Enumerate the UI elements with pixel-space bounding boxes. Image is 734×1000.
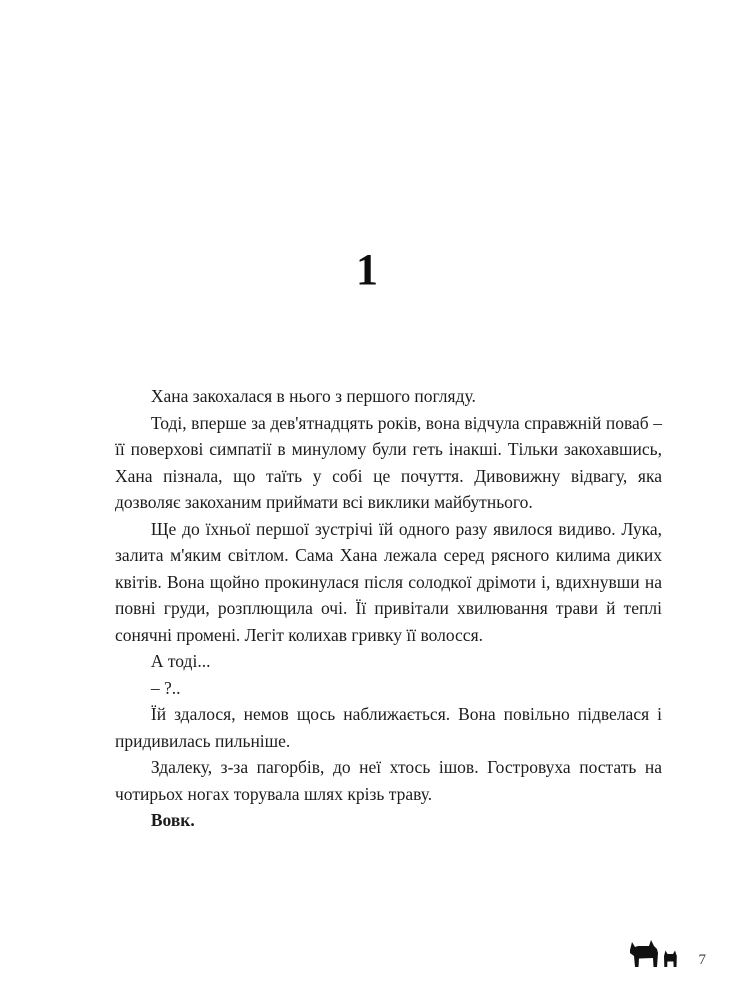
paragraph: Їй здалося, немов щось наближається. Вона повільно підвелася і придивилась пильніше. xyxy=(115,704,662,751)
paragraph: А тоді... xyxy=(150,651,211,671)
body-text-block xyxy=(115,383,662,834)
paragraph: Ще до їхньої першої зустрічі їй одного разу явилося видиво. Лука, залита м'яким світлом. Сама Хана лежала серед рясного килима диких квітів. Вона щойно прокинулася після солодкої дрімоти і, вдихнувши на повні груди, розплющила очі. Її привітали хвилювання трави й теплі сонячні промені. Легіт колихав гривку її волосся. xyxy=(115,518,662,645)
paragraph: Здалеку, з-за пагорбів, до неї хтось ішов. Гостровуха постать на чотирьох ногах торувала шлях крізь траву. xyxy=(115,757,662,804)
paragraph: – ?.. xyxy=(150,677,181,698)
page-footer xyxy=(627,937,707,974)
wolf-and-cub-silhouette-icon xyxy=(627,937,681,974)
page-number: 7 xyxy=(698,952,706,968)
chapter-number: 1 xyxy=(356,245,378,294)
paragraph: Вовк. xyxy=(150,810,195,830)
paragraph: Тоді, вперше за дев'ятнадцять років, вона відчула справжній поваб – її поверхові симпатії в минулому були геть інакші. Тільки закохавшись, Хана пізнала, що таїть у собі це почуття. Дивовижну відвагу, яка дозволяє закоханим приймати всі виклики майбутнього. xyxy=(115,412,662,512)
paragraph: Хана закохалася в нього з першого погляду. xyxy=(150,386,476,406)
